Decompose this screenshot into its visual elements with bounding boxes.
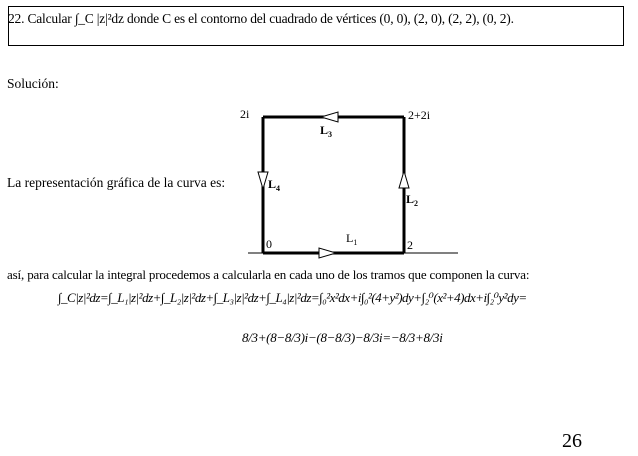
procedure-text: así, para calcular la integral procedemos a calcularla en cada uno de los tramos que componen la curva: [7, 267, 530, 282]
label-L1-text: L [346, 231, 354, 245]
solution-heading: Solución: [7, 76, 59, 91]
label-L4-sub: 4 [276, 184, 281, 193]
problem-statement: 22. Calcular ∫_C |z|²dz donde C es el contorno del cuadrado de vértices (0, 0), (2, 0), (2, 2), (0, 2). [8, 11, 514, 26]
arrow-L2 [399, 171, 409, 188]
label-x2: 2 [407, 238, 413, 252]
arrow-L4 [258, 172, 268, 189]
arrow-L3 [321, 112, 338, 122]
arrow-L1 [319, 248, 336, 258]
label-2i: 2i [240, 107, 250, 121]
label-L3-sub: 3 [328, 130, 333, 139]
label-L3 [320, 123, 332, 139]
label-L1-sub: 1 [353, 238, 358, 247]
label-L2-sub: 2 [414, 199, 419, 208]
label-2plus2i: 2+2i [408, 108, 431, 122]
label-L4 [268, 177, 280, 193]
label-L3-text: L [320, 123, 329, 137]
label-origin: 0 [266, 237, 272, 251]
label-L1 [346, 231, 357, 247]
label-L2 [406, 192, 418, 208]
formula-line-1: ∫_C|z|²dz=∫_L₁|z|²dz+∫_L₂|z|²dz+∫_L₃|z|²dz+∫_L₄|z|²dz=∫₀²x²dx+i∫₀²(4+y²)dy+∫₂⁰(x²+4)dx+i∫₂⁰y²dy= [58, 290, 527, 305]
label-L4-text: L [268, 177, 277, 191]
representation-text: La representación gráfica de la curva es: [7, 175, 226, 190]
label-L2-text: L [406, 192, 415, 206]
page-number: 26 [562, 430, 582, 452]
formula-line-2: 8/3+(8−8/3)i−(8−8/3)−8/3i=−8/3+8/3i [242, 330, 443, 345]
